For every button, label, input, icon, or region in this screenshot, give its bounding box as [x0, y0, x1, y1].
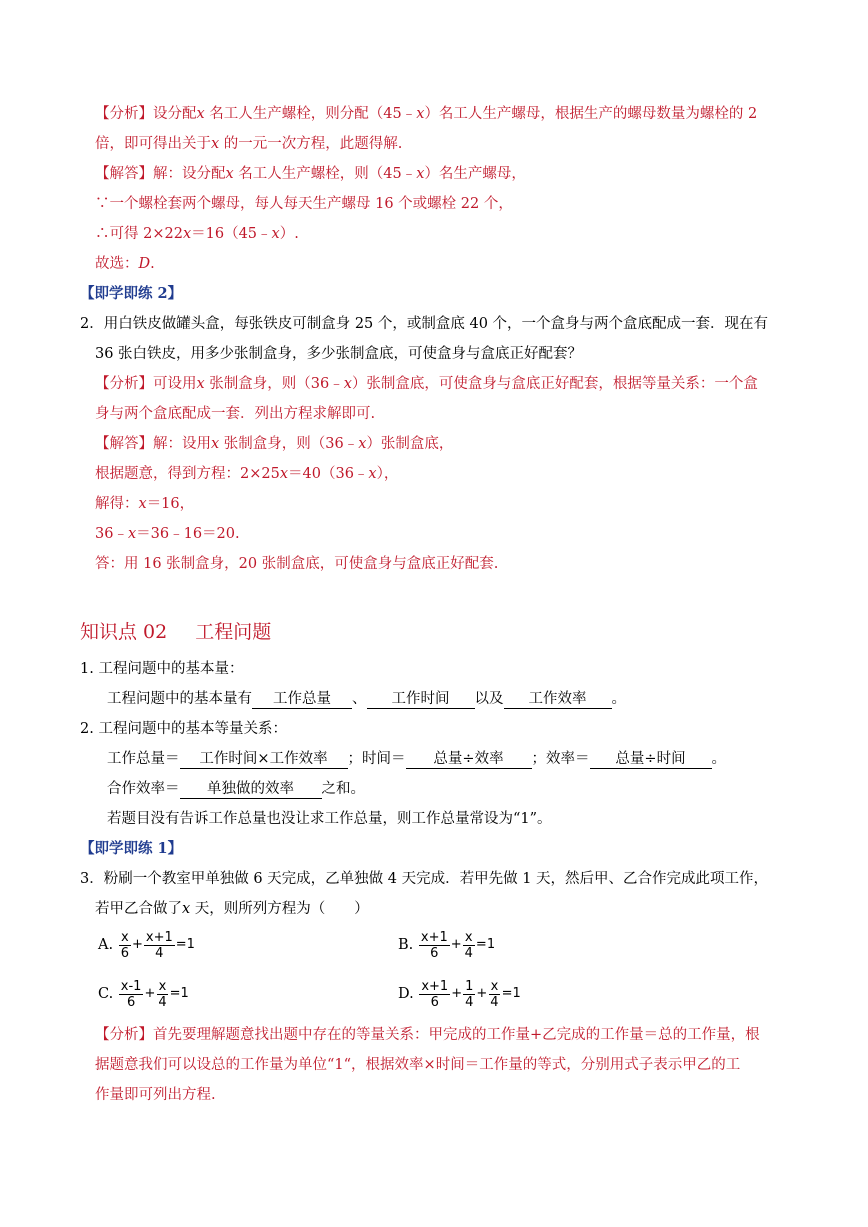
text: 工程问题中的基本量有 [107, 691, 252, 707]
answer-line [95, 524, 240, 544]
answer-line [95, 434, 453, 454]
text: ）名生产螺母， [424, 166, 526, 182]
fraction [144, 930, 175, 961]
var-x: x [368, 466, 377, 482]
var-x: x [271, 226, 280, 242]
denominator: 6 [126, 994, 136, 1010]
text: 天，则所列方程为（ ） [190, 901, 369, 917]
equals-one: =1 [475, 937, 496, 952]
text: ）名工人生产螺母，根据生产的螺母数量为螺栓的 2 [424, 106, 758, 122]
analysis-line: 作量即可列出方程. [95, 1087, 216, 1103]
var-x: x [127, 526, 137, 542]
text: . [150, 256, 155, 272]
option-label: C. [98, 986, 114, 1002]
plus-sign: + [476, 986, 488, 1001]
text: 张制盒身，则（36﹣ [204, 376, 344, 392]
var-x: x [211, 136, 220, 152]
question-text [95, 899, 369, 919]
numerator: x [120, 929, 129, 945]
var-x: x [138, 496, 147, 512]
denominator: 4 [465, 994, 474, 1010]
analysis-line: 据题意我们可以设总的工作量为单位“1“，根据效率×时间＝工作量的等式，分别用式子表示甲乙的工 [95, 1057, 741, 1073]
fill-blank: 单独做的效率 [180, 780, 322, 799]
text: 工作总量＝ [107, 751, 180, 767]
text: 的一元一次方程，此题得解. [219, 136, 403, 152]
fill-blank: 总量÷时间 [590, 750, 712, 769]
fraction [119, 979, 144, 1010]
answer-tag: 【解答】 [95, 166, 153, 182]
var-x: x [343, 376, 352, 392]
plus-sign: + [144, 986, 156, 1001]
var-x: x [416, 106, 425, 122]
text: 张制盒身，则（36﹣ [219, 436, 359, 452]
numerator: x+1 [421, 978, 449, 994]
point-note: 若题目没有告诉工作总量也没让求工作总量，则工作总量常设为“1”。 [107, 811, 552, 827]
fill-blank: 工作总量 [252, 690, 352, 709]
text: 之和。 [321, 781, 365, 797]
equals-one: =1 [169, 986, 189, 1001]
text: 解得： [95, 496, 139, 512]
plus-sign: + [131, 937, 143, 952]
analysis-line [95, 374, 758, 394]
text: 名工人生产螺栓，则分配（45﹣ [204, 106, 417, 122]
fill-blank: 总量÷效率 [406, 750, 532, 769]
text: ）. [279, 226, 299, 242]
fraction [419, 930, 450, 961]
denominator: 4 [155, 945, 164, 961]
numerator: x+1 [145, 929, 173, 945]
text: 设分配 [153, 106, 197, 122]
fraction [119, 930, 131, 961]
text: 、 [352, 691, 367, 707]
text: ）张制盒底， [366, 436, 454, 452]
var-x: x [182, 901, 191, 917]
equals-one: =1 [501, 986, 521, 1001]
var-x: x [196, 376, 205, 392]
var-x: x [211, 436, 220, 452]
var-x: x [416, 166, 425, 182]
text: ；时间＝ [347, 751, 406, 767]
fraction [463, 930, 475, 961]
question-text: 3．粉刷一个教室甲单独做 6 天完成，乙单独做 4 天完成．若甲先做 1 天，然后甲、乙合作完成此项工作， [80, 871, 769, 887]
analysis-tag: 【分析】 [95, 376, 153, 392]
option-label: A. [98, 937, 114, 953]
denominator: 4 [490, 994, 499, 1010]
option-b[interactable] [398, 928, 495, 962]
section-title: 工程问题 [195, 621, 272, 643]
plus-sign: + [451, 986, 463, 1001]
answer-line [95, 224, 299, 244]
analysis-tag: 【分析】 [95, 1027, 153, 1043]
fill-blank: 工作时间×工作效率 [180, 750, 348, 769]
option-a[interactable] [98, 928, 195, 962]
text: 根据题意，得到方程：2×25 [95, 466, 280, 482]
analysis-line [95, 134, 402, 154]
text: ＝16， [146, 496, 195, 512]
practice-title: 【即学即练 1】 [80, 840, 183, 857]
text: ）， [376, 466, 399, 482]
text: 可设用 [153, 376, 197, 392]
var-x: x [358, 436, 367, 452]
denominator: 6 [430, 994, 439, 1010]
denominator: 6 [430, 945, 439, 961]
point-title: 1. 工程问题中的基本量： [80, 661, 244, 677]
analysis-tag: 【分析】 [95, 106, 153, 122]
fraction [419, 979, 450, 1010]
var-x: x [182, 226, 192, 242]
analysis-line [95, 104, 757, 124]
var-x: x [225, 166, 234, 182]
answer-line: 答：用 16 张制盒身，20 张制盒底，可使盒身与盒底正好配套. [95, 556, 499, 572]
fill-blank: 工作效率 [504, 690, 612, 709]
section-label: 知识点 02 [80, 621, 168, 643]
analysis-line [95, 1025, 760, 1045]
answer-line [95, 164, 526, 184]
plus-sign: + [450, 937, 462, 952]
denominator: 4 [158, 994, 167, 1010]
section-heading [80, 620, 271, 644]
option-label: B. [398, 937, 414, 953]
option-d[interactable] [398, 977, 521, 1011]
answer-line [95, 464, 398, 484]
text: ∴可得 2×22 [95, 226, 183, 242]
fill-blank: 工作时间 [367, 690, 475, 709]
option-label: D. [398, 986, 414, 1002]
text: ＝16（45﹣ [191, 226, 272, 242]
point-line [107, 779, 365, 799]
question-text: 36 张白铁皮，用多少张制盒身，多少张制盒底，可使盒身与盒底正好配套？ [95, 346, 583, 362]
text: 首先要理解题意找出题中存在的等量关系：甲完成的工作量+乙完成的工作量＝总的工作量，根 [153, 1027, 760, 1043]
text: 。 [611, 691, 626, 707]
answer-line [95, 494, 194, 514]
answer-choice: D [138, 256, 151, 272]
text: 。 [711, 751, 726, 767]
denominator: 4 [464, 945, 473, 961]
point-line [107, 689, 626, 709]
denominator: 6 [120, 945, 129, 961]
option-c[interactable] [98, 977, 189, 1011]
point-line [107, 749, 726, 769]
question-text: 2．用白铁皮做罐头盒，每张铁皮可制盒身 25 个，或制盒底 40 个，一个盒身与两个盒底配成一套．现在有 [80, 316, 769, 332]
numerator: 1 [465, 978, 474, 994]
text: 以及 [474, 691, 504, 707]
text: 若甲乙合做了 [95, 901, 182, 917]
numerator: x-1 [120, 978, 142, 994]
var-x: x [196, 106, 205, 122]
text: ＝36﹣16＝20. [136, 526, 240, 542]
answer-line [95, 254, 155, 274]
fraction [463, 979, 475, 1010]
numerator: x [464, 929, 473, 945]
practice-title: 【即学即练 2】 [80, 285, 183, 302]
text: 36﹣ [95, 526, 128, 542]
text: 故选： [95, 256, 139, 272]
var-x: x [279, 466, 289, 482]
text: ）张制盒底，可使盒身与盒底正好配套，根据等量关系：一个盒 [351, 376, 758, 392]
text: 名工人生产螺栓，则（45﹣ [233, 166, 417, 182]
numerator: x [158, 978, 167, 994]
numerator: x+1 [420, 929, 448, 945]
analysis-line: 身与两个盒底配成一套．列出方程求解即可. [95, 406, 376, 422]
fraction [488, 979, 500, 1010]
text: 合作效率＝ [107, 781, 180, 797]
text: 倍，即可得出关于 [95, 136, 211, 152]
fraction [156, 979, 168, 1010]
answer-line: ∵一个螺栓套两个螺母，每人每天生产螺母 16 个或螺栓 22 个， [95, 196, 513, 212]
numerator: x [490, 978, 499, 994]
text: ；效率＝ [531, 751, 590, 767]
answer-tag: 【解答】 [95, 436, 153, 452]
text: 解：设分配 [153, 166, 226, 182]
equals-one: =1 [175, 937, 195, 952]
text: 解：设用 [153, 436, 211, 452]
point-title: 2. 工程问题中的基本等量关系： [80, 721, 287, 737]
text: ＝40（36﹣ [288, 466, 369, 482]
